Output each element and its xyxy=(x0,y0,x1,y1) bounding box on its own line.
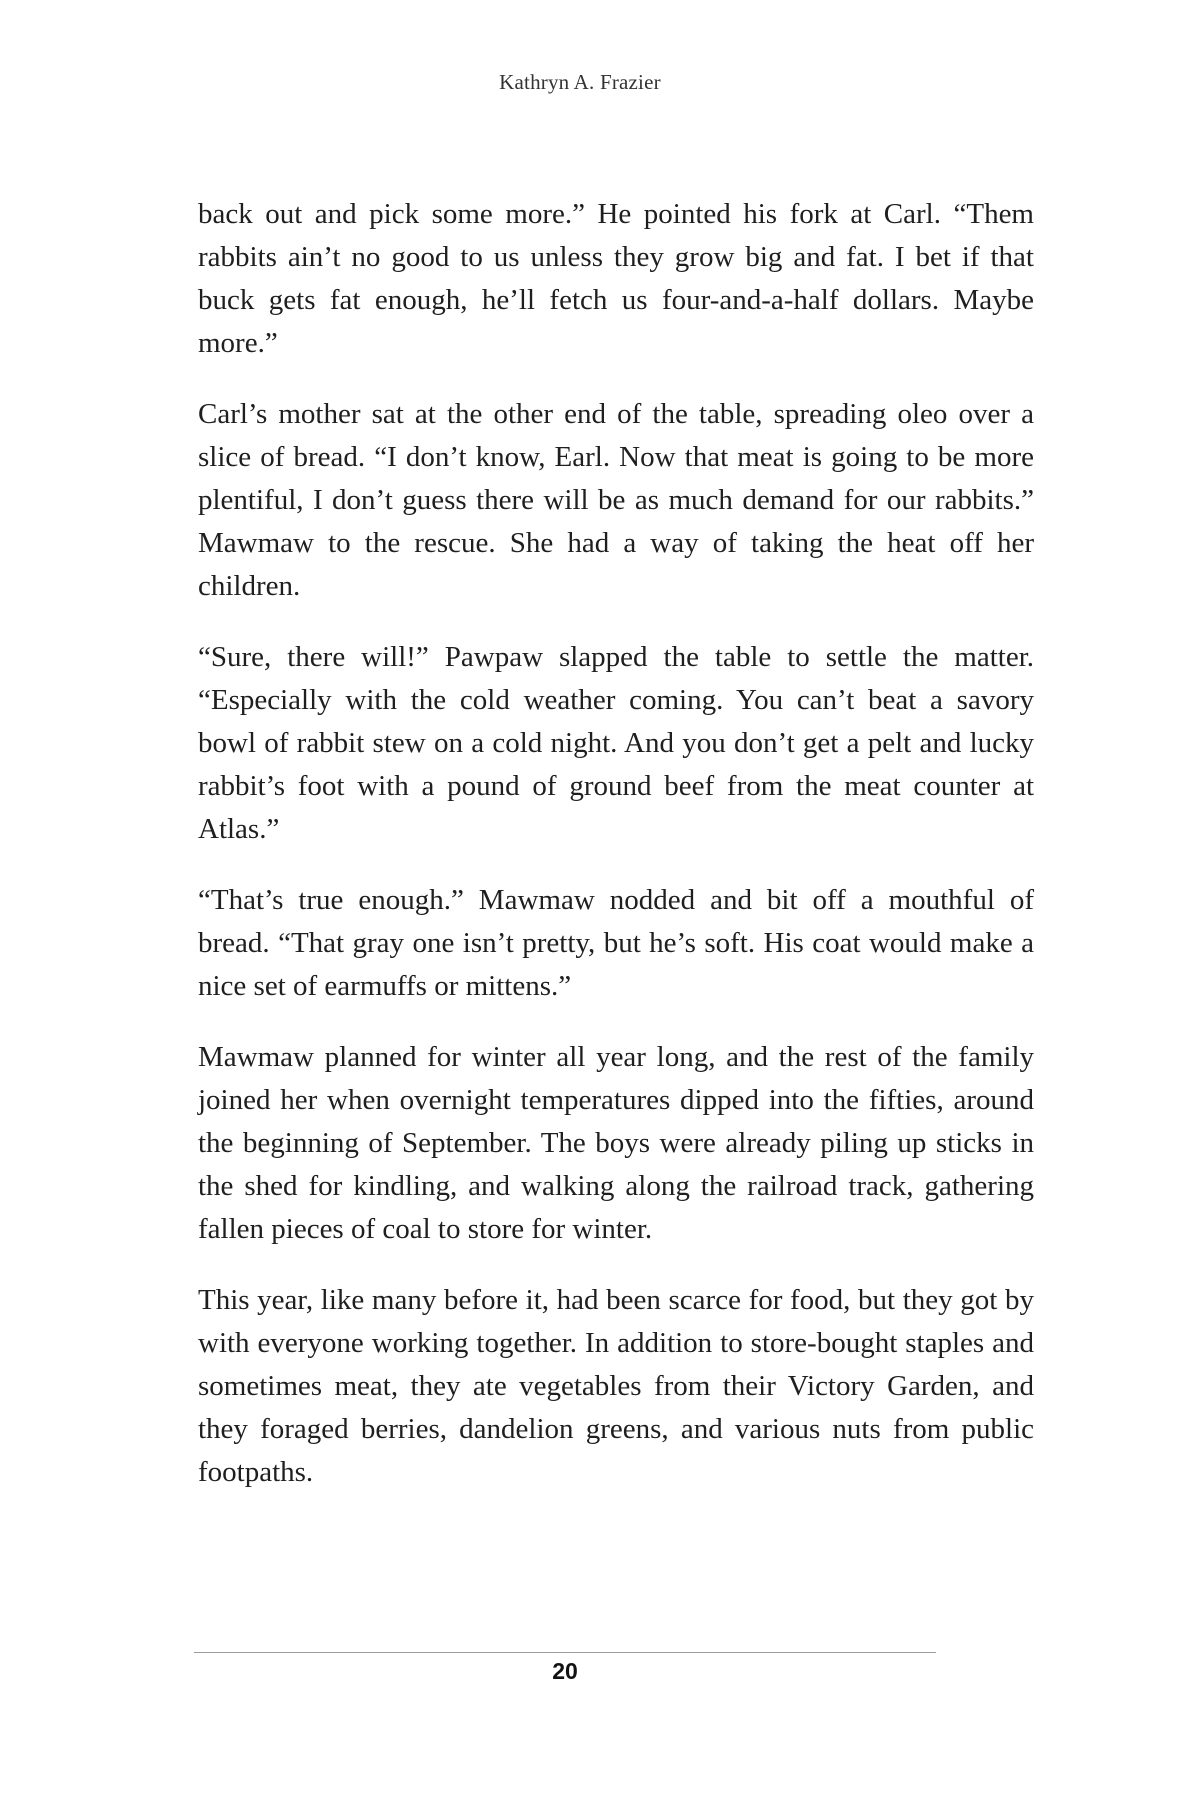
page-number: 20 xyxy=(552,1658,578,1684)
paragraph-6: This year, like many before it, had been scarce for food, but they got by with everyone working together. In addition to store-bought staples and sometimes meat, they ate vegetables from their Victory Garden, and they foraged berries, dandelion greens, and various nuts from public footpaths. xyxy=(198,1284,1034,1488)
paragraph-3: “Sure, there will!” Pawpaw slapped the table to settle the matter. “Especially with the cold weather coming. You can’t beat a savory bowl of rabbit stew on a cold night. And you don’t get a pelt and lucky rabbit’s foot with a pound of ground beef from the meat counter at Atlas.” xyxy=(198,641,1034,845)
paragraph-5: Mawmaw planned for winter all year long, and the rest of the family joined her when overnight temperatures dipped into the fifties, around the beginning of September. The boys were already piling up sticks in the shed for kindling, and walking along the railroad track, gathering fallen pieces of coal to store for winter. xyxy=(198,1041,1034,1245)
running-header-author: Kathryn A. Frazier xyxy=(499,70,661,94)
paragraph-2: Carl’s mother sat at the other end of the table, spreading oleo over a slice of bread. “I don’t know, Earl. Now that meat is going to be more plentiful, I don’t guess there will be as much demand for our rabbits.” Mawmaw to the rescue. She had a way of taking the heat off her children. xyxy=(198,398,1034,602)
paragraph-4: “That’s true enough.” Mawmaw nodded and bit off a mouthful of bread. “That gray one isn’t pretty, but he’s soft. His coat would make a nice set of earmuffs or mittens.” xyxy=(198,884,1034,1002)
body-text xyxy=(198,193,1034,1522)
footer-divider xyxy=(194,1652,936,1653)
paragraph-1: back out and pick some more.” He pointed his fork at Carl. “Them rabbits ain’t no good to us unless they grow big and fat. I bet if that buck gets fat enough, he’ll fetch us four-and-a-half dollars. Maybe more.” xyxy=(198,198,1034,359)
